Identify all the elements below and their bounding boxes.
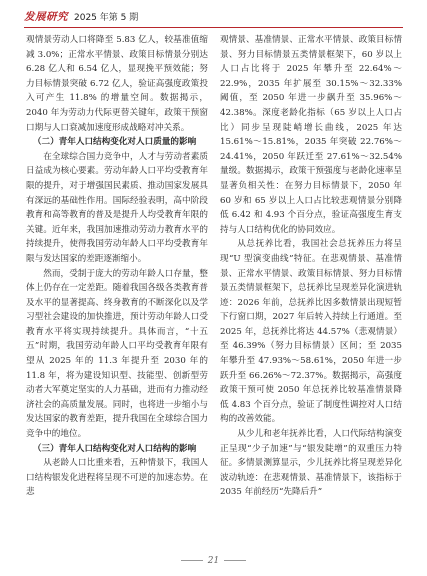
section-heading: （二）青年人口结构变化对人口质量的影响 bbox=[32, 137, 197, 148]
page-number: 21 bbox=[207, 556, 220, 566]
issue-label: 2025 年第 5 期 bbox=[74, 12, 139, 23]
page-footer bbox=[0, 556, 427, 566]
journal-name: 发展研究 bbox=[24, 10, 68, 23]
paragraph: 从老龄人口比重来看，五种情景下，我国人口结构银发化进程将呈现不可逆的加速态势。在悲 bbox=[26, 458, 208, 498]
header-divider bbox=[24, 27, 403, 28]
paragraph: 从少儿和老年抚养比看，人口代际结构演变正呈现“少子加速”与“银发陡增”的双重压力特征。多情景测算显示，少儿抚养比将呈现差异化波动轨迹：在悲观情景、基准情景下，该指标于 2035 年前经历“先降后升” bbox=[220, 429, 402, 498]
footer-dash-left bbox=[181, 560, 203, 561]
right-column bbox=[220, 33, 402, 547]
paragraph: 观情景劳动人口将降至 5.83 亿人，较基准值缩减 3.0%；正常水平情景、政策目标情景分别达 6.28 亿人和 6.54 亿人，显现挽平预效能；努力目标情景突破 6.72 亿人，验证高强度政策投入可产生 11.8% 的增量空间。数据揭示，2040 年为劳动力代际更替关键年，政策干预窗口期与人口衰减加速度形成战略对冲关系。 bbox=[26, 35, 208, 133]
paragraph: 观情景、基准情景、正常水平情景、政策目标情景、努力目标情景五类情景框架下，60 岁以上人口占比将于 2025 年攀升至 22.64%～22.9%，2035 年扩展至 30.15%～32.33% 阈值，至 2050 年进一步飙升至 35.96%～42.38%。深度老龄化指标（65 岁以上人口占比）同步呈现陡峭增长曲线，2025 年达 15.61%～15.81%，2035 年突破 22.76%～24.41%，2050 年跃迁至 27.61%～32.54% 量级。数据揭示，政策干预强度与老龄化速率呈显著负相关性：在努力目标情景下，2050 年 60 岁和 65 岁以上人口占比较悲观情景分别降低 6.42 和 4.93 个百分点，验证高强度生育支持与人口结构优化的协同效应。 bbox=[220, 35, 402, 235]
left-column bbox=[26, 33, 208, 547]
section-heading: （三）青年人口结构变化对人口结构的影响 bbox=[32, 443, 197, 454]
paragraph: 在全球综合国力竞争中，人才与劳动者素质日益成为核心要素。劳动年龄人口平均受教育年限的提升，对于增强国民素质、推动国家发展具有深远的基础性作用。国际经验表明，高中阶段教育和高等教育的普及是提升人均受教育年限的关键。近年来，我国加速推动劳动力教育水平的持续提升，使得我国劳动年龄人口平均受教育年限与发达国家的差距逐渐缩小。 bbox=[26, 151, 208, 264]
footer-dash-right bbox=[224, 560, 246, 561]
paragraph: 从总抚养比看，我国社会总抚养压力将呈现“U 型演变曲线”特征。在悲观情景、基准情景、正常水平情景、政策目标情景、努力目标情景五类情景框架下，总抚养比呈现差异化演进轨迹：2026 年前，总抚养比因多数情景出现短暂下行窗口期，2027 年后转入持续上行通道。至 2025 年，总抚养比将达 44.57%（悲观情景）至 46.39%（努力目标情景）区间；至 2035 年攀升至 47.93%～58.61%，2050 年进一步跃升至 66.26%～72.37%。数据揭示，高强度政策干预可使 2050 年总抚养比较基准情景降低 4.83 个百分点，验证了制度性调控对人口结构的改善效能。 bbox=[220, 239, 402, 425]
paragraph: 然而，受制于庞大的劳动年龄人口存量，整体上仍存在一定差距。随着我国各级各类教育普及水平的显著提高、终身教育的不断深化以及学习型社会建设的加快推进，预计劳动年龄人口受教育水平将实现持续提升。具体而言，“十五五”时期，我国劳动年龄人口平均受教育年限有望从 2025 年的 11.3 年提升至 2030 年的 11.8 年，将为建设知识型、技能型、创新型劳动者大军奠定坚实的人力基础，进而有力推动经济社会的高质量发展。同时，也将进一步缩小与发达国家的教育差距，提升我国在全球综合国力竞争中的地位。 bbox=[26, 268, 208, 440]
running-header bbox=[24, 8, 138, 24]
